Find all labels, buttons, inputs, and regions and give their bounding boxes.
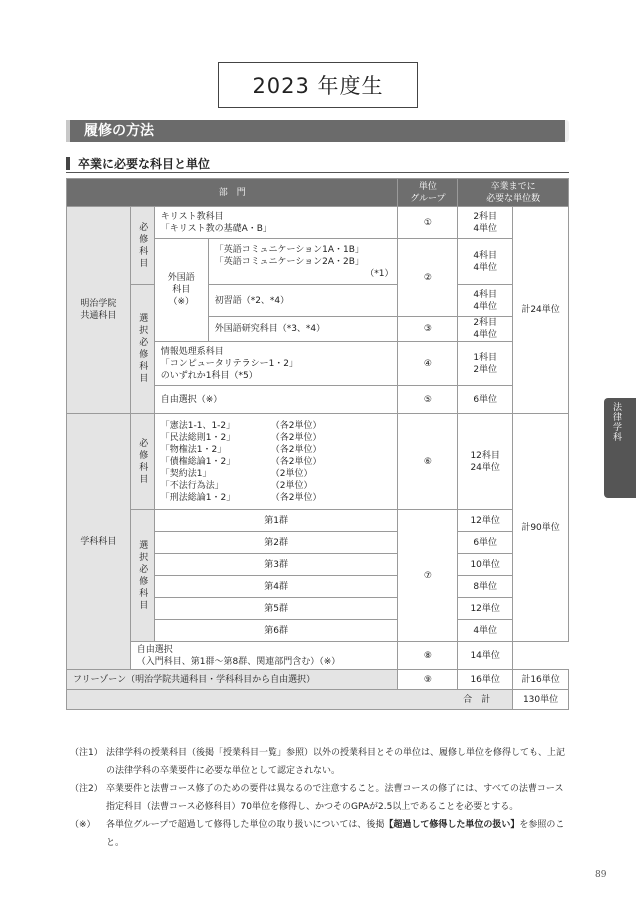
- course-line: 「不法行為法」 （2単位）: [160, 480, 313, 491]
- group-units: 10単位: [458, 554, 513, 576]
- side-tab: [604, 398, 636, 498]
- note-text: 各単位グループで超過して修得した単位の取り扱いについては、後掲【超過して修得した単位の扱い】を参照のこと。: [106, 820, 565, 848]
- course-line: 「契約法1」 （2単位）: [160, 468, 313, 479]
- dept-division-label: 学科科目: [67, 414, 131, 670]
- requirements-table: [66, 178, 569, 710]
- dept-required-group: ⑥: [398, 414, 458, 510]
- freezone-label: フリーゾーン（明治学院共通科目・学科科目から自由選択）: [67, 670, 398, 690]
- note-label: （※）: [70, 820, 96, 830]
- foreign-language-label: 外国語 科目 （※）: [154, 239, 208, 342]
- english-course-text: 「英語コミュニケーション1A・1B」 「英語コミュニケーション2A・2B」: [214, 244, 364, 267]
- dept-free-elective: 自由選択 （入門科目、第1群～第8群、関連部門含む）（※）: [130, 642, 398, 670]
- common-free-units: 6単位: [458, 386, 513, 414]
- section-title: 履修の方法: [84, 123, 154, 139]
- notes: [70, 744, 570, 852]
- group-units: 12単位: [458, 598, 513, 620]
- dept-free-units: 14単位: [458, 642, 513, 670]
- christian-units: 2科目 4単位: [458, 207, 513, 239]
- english-units: 4科目 4単位: [458, 239, 513, 285]
- dept-total: 計90単位: [513, 414, 569, 642]
- freezone-total: 計16単位: [513, 670, 569, 690]
- note-1: [70, 744, 570, 780]
- freezone-group: ⑨: [398, 670, 458, 690]
- header-division: 部 門: [67, 179, 398, 207]
- group-row: 第3群: [154, 554, 398, 576]
- dept-required-courses: [154, 414, 398, 510]
- header-group: 単位 グループ: [398, 179, 458, 207]
- christian-group: ①: [398, 207, 458, 239]
- info-group: ④: [398, 342, 458, 386]
- common-elective-label: 選択必修科目: [130, 285, 154, 414]
- research-units: 2科目 4単位: [458, 317, 513, 342]
- group-units: 8単位: [458, 576, 513, 598]
- dept-required-label: 必修科目: [130, 414, 154, 510]
- year-title: 2023 年度生: [218, 62, 418, 108]
- note-text: 卒業要件と法曹コース修了のための要件は異なるので注意すること。法曹コースの修了には、すべての法曹コース指定科目（法曹コース必修科目）70単位を修得し、かつそのGPAが2.5以上であることを必要とする。: [106, 784, 564, 812]
- common-required-label: 必修科目: [130, 207, 154, 285]
- english-course: [208, 239, 398, 285]
- group-row: 第4群: [154, 576, 398, 598]
- common-total: 計24単位: [513, 207, 569, 414]
- note-text: 法律学科の授業科目（後掲「授業科目一覧」参照）以外の授業科目とその単位は、履修し単位を修得しても、上記の法律学科の卒業要件に必要な単位として認定されない。: [106, 748, 566, 776]
- group-units: 12単位: [458, 510, 513, 532]
- dept-elective-label: 選択必修科目: [130, 510, 154, 642]
- note-label: （注1）: [70, 748, 103, 758]
- language-research-course: 外国語研究科目（*3、*4）: [208, 317, 398, 342]
- freezone-units: 16単位: [458, 670, 513, 690]
- common-free-group: ⑤: [398, 386, 458, 414]
- note-2: [70, 780, 570, 816]
- group-row: 第6群: [154, 620, 398, 642]
- subheading-text: 卒業に必要な科目と単位: [78, 157, 211, 171]
- course-line: 「物権法1・2」 （各2単位）: [160, 444, 322, 455]
- research-group: ③: [398, 317, 458, 342]
- english-course-note: （*1）: [365, 268, 394, 279]
- group-row: 第5群: [154, 598, 398, 620]
- side-tab-label: 法律学科: [611, 402, 621, 442]
- group-row: 第1群: [154, 510, 398, 532]
- dept-required-units: 12科目 24単位: [458, 414, 513, 510]
- info-course: 情報処理系科目 「コンピュータリテラシー1・2」 のいずれか1科目（*5）: [154, 342, 398, 386]
- grand-total-value: 130単位: [513, 690, 569, 710]
- subheading: [66, 155, 569, 173]
- header-units: 卒業までに 必要な単位数: [458, 179, 569, 207]
- course-line: 「民法総則1・2」 （各2単位）: [160, 432, 322, 443]
- page-number: 89: [595, 870, 607, 880]
- first-language-course: 初習語（*2、*4）: [208, 285, 398, 317]
- note-label: （注2）: [70, 784, 103, 794]
- grand-total-label: 合 計: [67, 690, 513, 710]
- dept-elective-group: ⑦: [398, 510, 458, 642]
- info-units: 1科目 2単位: [458, 342, 513, 386]
- first-language-units: 4科目 4単位: [458, 285, 513, 317]
- course-line: 「刑法総論1・2」 （各2単位）: [160, 492, 322, 503]
- dept-free-group: ⑧: [398, 642, 458, 670]
- course-line: 「債権総論1・2」 （各2単位）: [160, 456, 322, 467]
- course-line: 「憲法1-1、1-2」 （各2単位）: [160, 420, 322, 431]
- group-row: 第2群: [154, 532, 398, 554]
- christian-course: キリスト教科目 「キリスト教の基礎A・B」: [154, 207, 398, 239]
- note-3: [70, 816, 570, 852]
- group-2: ②: [398, 239, 458, 317]
- group-units: 6単位: [458, 532, 513, 554]
- common-division-label: 明治学院 共通科目: [67, 207, 131, 414]
- group-units: 4単位: [458, 620, 513, 642]
- common-free-elective: 自由選択（※）: [154, 386, 398, 414]
